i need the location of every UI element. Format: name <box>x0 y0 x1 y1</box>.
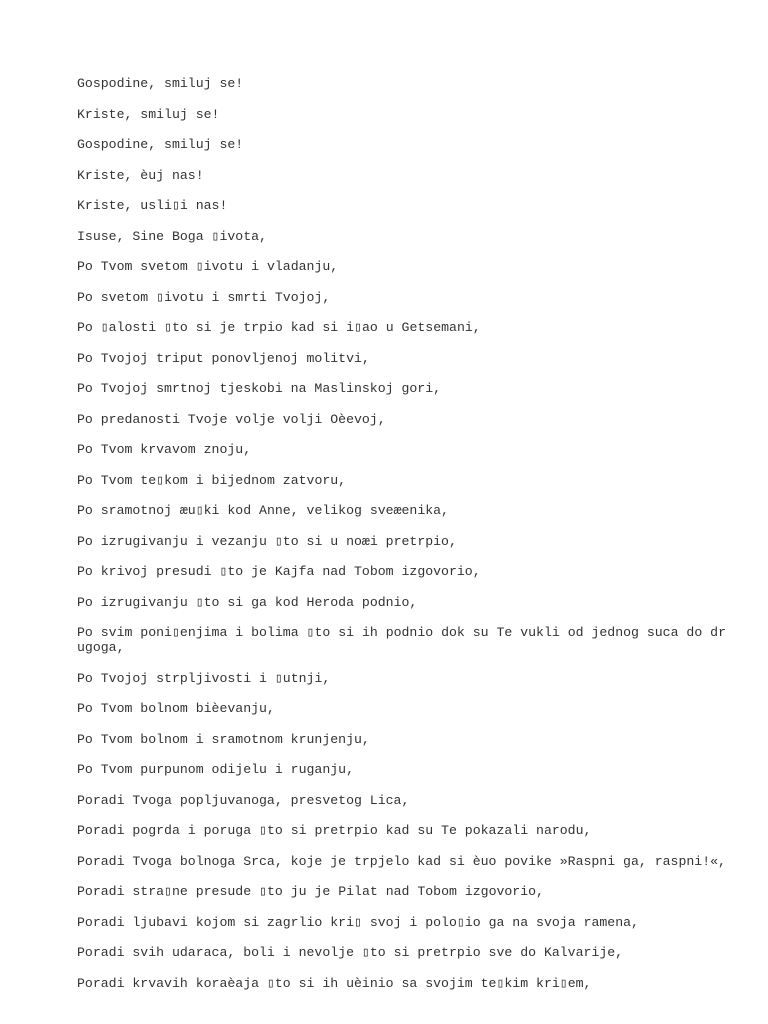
litany-line: Kriste, èuj nas! <box>77 167 204 183</box>
litany-line: Poradi Tvoga bolnoga Srca, koje je trpjelo kad si èuo povike »Raspni ga, raspni!«, <box>77 853 726 869</box>
litany-line: Kriste, usli▯i nas! <box>77 198 228 213</box>
litany-line: Po krivoj presudi ▯to je Kajfa nad Tobom izgovorio, <box>77 564 481 579</box>
litany-line: Po Tvom bolnom bièevanju, <box>77 701 275 716</box>
litany-line: Po Tvom bolnom i sramotnom krunjenju, <box>77 731 370 747</box>
litany-line: Poradi svih udaraca, boli i nevolje ▯to si pretrpio sve do Kalvarije, <box>77 945 624 960</box>
litany-line: Po predanosti Tvoje volje volji Oèevoj, <box>77 411 386 427</box>
litany-line: Gospodine, smiluj se! <box>77 76 244 91</box>
litany-line: Po ▯alosti ▯to si je trpio kad si i▯ao u Getsemani, <box>77 320 481 335</box>
litany-line: Po izrugivanju ▯to si ga kod Heroda podnio, <box>77 594 418 610</box>
litany-line: Isuse, Sine Boga ▯ivota, <box>77 228 267 244</box>
litany-line: Poradi ljubavi kojom si zagrlio kri▯ svoj i polo▯io ga na svoja ramena, <box>77 914 639 930</box>
litany-line: Poradi stra▯ne presude ▯to ju je Pilat nad Tobom izgovorio, <box>77 884 544 899</box>
litany-line: Gospodine, smiluj se! <box>77 137 244 152</box>
litany-line: Po svetom ▯ivotu i smrti Tvojoj, <box>77 289 331 305</box>
litany-line: Po Tvojoj smrtnoj tjeskobi na Maslinskoj gori, <box>77 381 442 396</box>
litany-line: Po svim poni▯enjima i bolima ▯to si ih podnio dok su Te vukli od jednog suca do drugoga, <box>77 625 726 655</box>
litany-line: Po Tvom svetom ▯ivotu i vladanju, <box>77 259 339 274</box>
litany-line: Po sramotnoj æu▯ki kod Anne, velikog sveæenika, <box>77 503 449 518</box>
litany-lines <box>77 76 727 1006</box>
litany-line: Po Tvom purpunom odijelu i ruganju, <box>77 762 354 777</box>
litany-line: Po Tvom te▯kom i bijednom zatvoru, <box>77 472 347 488</box>
litany-line: Po Tvom krvavom znoju, <box>77 442 252 457</box>
litany-line: Kriste, smiluj se! <box>77 106 220 122</box>
litany-line: Po Tvojoj triput ponovljenoj molitvi, <box>77 350 370 366</box>
litany-line: Poradi Tvoga popljuvanoga, presvetog Lica, <box>77 792 410 808</box>
litany-line: Poradi pogrda i poruga ▯to si pretrpio kad su Te pokazali narodu, <box>77 823 592 838</box>
litany-line: Poradi krvavih koraèaja ▯to si ih uèinio sa svojim te▯kim kri▯em, <box>77 975 592 991</box>
litany-line: Po izrugivanju i vezanju ▯to si u noæi pretrpio, <box>77 533 457 549</box>
litany-line: Po Tvojoj strpljivosti i ▯utnji, <box>77 670 331 686</box>
